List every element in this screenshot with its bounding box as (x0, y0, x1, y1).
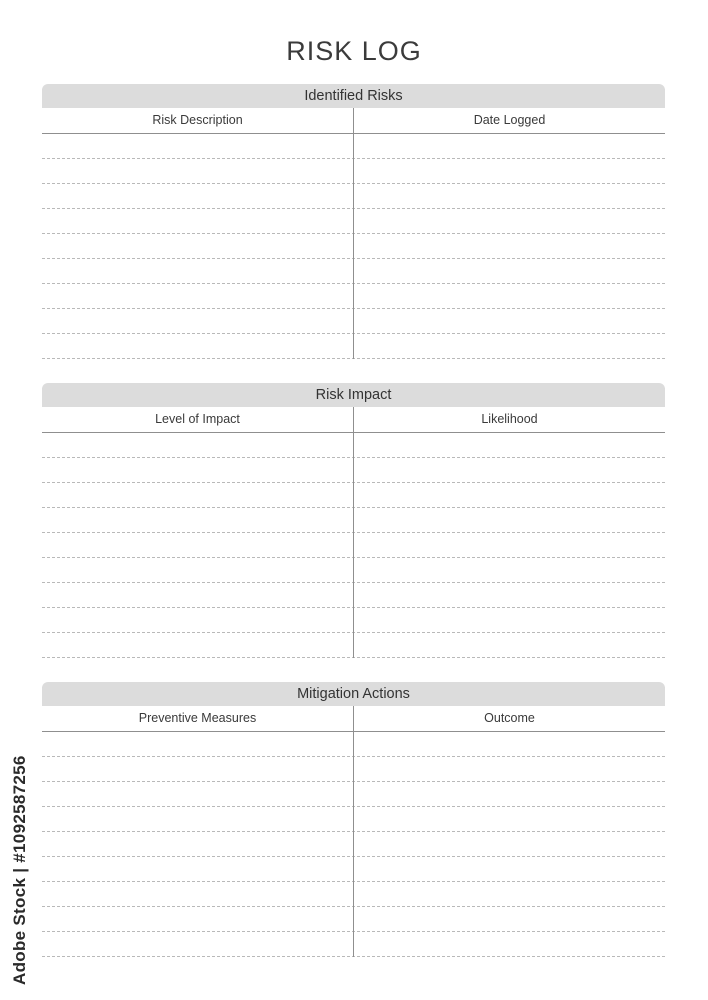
column-divider (353, 407, 354, 658)
column-divider (353, 706, 354, 957)
section-header: Risk Impact (42, 383, 665, 407)
column-header-date-logged: Date Logged (473, 113, 546, 127)
section-header: Mitigation Actions (42, 682, 665, 706)
column-divider (353, 108, 354, 359)
column-header-outcome: Outcome (484, 711, 535, 725)
column-header-risk-description: Risk Description (152, 113, 243, 127)
section-risk-impact (42, 383, 665, 658)
stock-watermark: Adobe Stock | #1092587256 (10, 755, 29, 985)
column-header-level-of-impact: Level of Impact (155, 412, 240, 426)
page-title: RISK LOG (286, 36, 422, 66)
column-header-likelihood: Likelihood (481, 412, 538, 426)
section-mitigation-actions (42, 682, 665, 957)
column-header-preventive-measures: Preventive Measures (138, 711, 257, 725)
section-header: Identified Risks (42, 84, 665, 108)
section-identified-risks (42, 84, 665, 359)
